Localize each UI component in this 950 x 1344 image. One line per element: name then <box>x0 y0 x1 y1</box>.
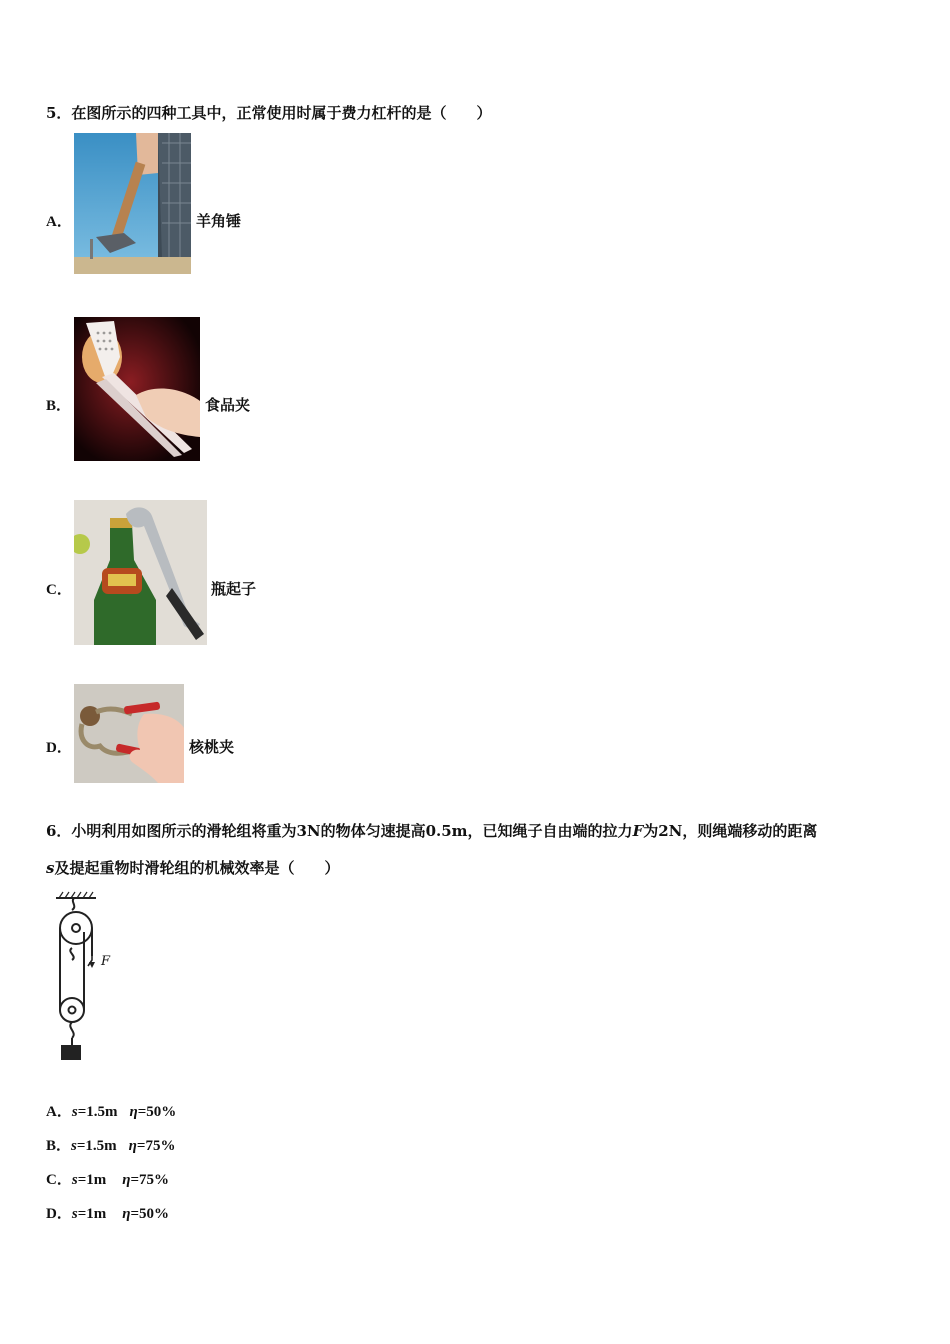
q6-option-a-s-var: s <box>71 1104 78 1120</box>
q5-option-d-label: D． <box>46 740 72 756</box>
q6-option-d-s-val: =1m <box>77 1206 107 1222</box>
q6-option-a <box>46 1100 176 1121</box>
q5-option-c-text: 瓶起子 <box>211 580 257 598</box>
q6-option-d <box>46 1202 169 1223</box>
hammer-photo <box>74 133 191 274</box>
q6-option-a-eta-val: =50% <box>137 1104 177 1120</box>
q6-option-a-eta-var: η <box>129 1104 138 1120</box>
q5-stem: 5．在图所示的四种工具中，正常使用时属于费力杠杆的是（ ） <box>46 104 492 122</box>
q6-stem-line2 <box>46 857 339 878</box>
q6-option-b-label: B． <box>46 1138 72 1154</box>
food-tongs-photo <box>74 317 200 461</box>
pulley-force-label: F <box>101 954 111 969</box>
q6-stem-var-s: s <box>46 859 55 877</box>
q6-stem-text-b: 为2N，则绳端移动的距离 <box>643 822 818 840</box>
q6-option-d-s-var: s <box>71 1206 78 1222</box>
q5-option-b-text: 食品夹 <box>205 396 251 414</box>
q6-stem-text-a: 6．小明利用如图所示的滑轮组将重为3N的物体匀速提高0.5m，已知绳子自由端的拉力 <box>46 822 633 840</box>
q6-option-b <box>46 1134 175 1155</box>
q6-stem-text-c: 及提起重物时滑轮组的机械效率是（ ） <box>54 859 340 877</box>
q5-option-d-text: 核桃夹 <box>189 738 235 756</box>
nutcracker-photo <box>74 684 184 783</box>
q5-option-b-label: B． <box>46 398 72 414</box>
q5-option-a-text: 羊角锤 <box>196 212 242 230</box>
q5-option-a-label: A． <box>46 214 72 230</box>
q6-stem-var-f: F <box>632 822 644 840</box>
q6-option-c-label: C． <box>46 1172 72 1188</box>
q6-option-d-eta-var: η <box>122 1206 131 1222</box>
q6-option-b-eta-val: =75% <box>136 1138 176 1154</box>
q6-option-b-s-var: s <box>71 1138 77 1154</box>
q5-option-c-label: C． <box>46 582 72 598</box>
q6-option-c-eta-val: =75% <box>130 1172 170 1188</box>
q6-option-c-s-var: s <box>71 1172 78 1188</box>
q6-option-a-s-val: =1.5m <box>77 1104 118 1120</box>
q6-option-d-eta-val: =50% <box>130 1206 170 1222</box>
q6-option-c <box>46 1168 169 1189</box>
pulley-system-figure <box>50 890 120 1065</box>
q6-option-d-label: D． <box>46 1206 72 1222</box>
q6-option-c-eta-var: η <box>122 1172 131 1188</box>
q6-option-b-s-val: =1.5m <box>76 1138 117 1154</box>
q6-stem-line1 <box>46 820 817 841</box>
q6-option-a-label: A． <box>46 1104 72 1120</box>
bottle-opener-photo <box>74 500 207 645</box>
q6-option-c-s-val: =1m <box>77 1172 107 1188</box>
q6-option-b-eta-var: η <box>128 1138 137 1154</box>
